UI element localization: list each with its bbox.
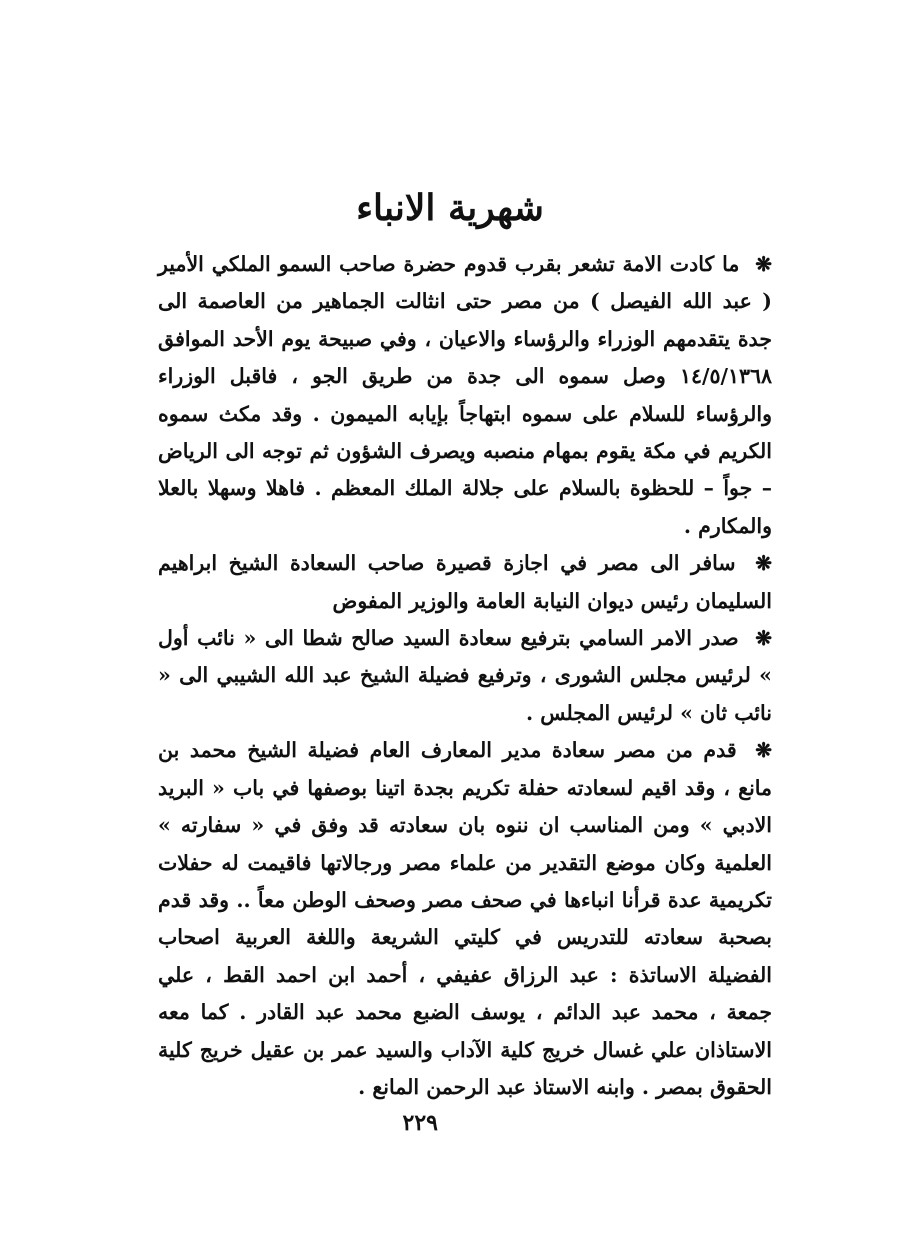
item-marker-icon: ❋	[755, 626, 772, 651]
news-item-text: سافر الى مصر في اجازة قصيرة صاحب السعادة الشيخ ابراهيم السليمان رئيس ديوان النيابة العامة والوزير المفوض	[158, 551, 772, 613]
news-body	[158, 246, 772, 1106]
news-item-text: ما كادت الامة تشعر بقرب قدوم حضرة صاحب السمو الملكي الأمير ( عبد الله الفيصل ) من مصر حتى انثالت الجماهير من العاصمة الى جدة يتقدمهم الوزراء والرؤساء والاعيان ، وفي صبيحة يوم الأحد الموافق ١٤/٥/١٣٦٨ وصل سموه الى جدة من طريق الجو ، فاقبل الوزراء والرؤساء للسلام على سموه ابتهاجاً بإيابه الميمون . وقد مكث سموه الكريم في مكة يقوم بمهام منصبه ويصرف الشؤون ثم توجه الى الرياض – جواً – للحظوة بالسلام على جلالة الملك المعظم . فاهلا وسهلا بالعلا والمكارم .	[158, 252, 772, 538]
item-marker-icon: ❋	[755, 252, 772, 276]
item-marker-icon: ❋	[755, 738, 772, 763]
page-number: ٢٢٩	[402, 1110, 438, 1136]
news-item	[158, 545, 772, 620]
news-item-text: صدر الامر السامي بترفيع سعادة السيد صالح شطا الى « نائب أول » لرئيس مجلس الشورى ، وترفيع فضيلة الشيخ عبد الله الشيبي الى « نائب ثان » لرئيس المجلس .	[158, 626, 772, 725]
page-number-row	[0, 1108, 900, 1138]
news-item	[158, 246, 772, 545]
item-marker-icon: ❋	[755, 551, 772, 576]
news-item-text: قدم من مصر سعادة مدير المعارف العام فضيلة الشيخ محمد بن مانع ، وقد اقيم لسعادته حفلة تكريم بجدة اتينا بوصفها في باب « البريد الادبي » ومن المناسب ان ننوه بان سعادته قد وفق في « سفارته » العلمية وكان موضع التقدير من علماء مصر ورجالاتها فاقيمت له حفلات تكريمية عدة قرأنا انباءها في صحف مصر وصحف الوطن معاً .. وقد قدم بصحبة سعادته للتدريس في كليتي الشريعة واللغة العربية اصحاب الفضيلة الاساتذة : عبد الرزاق عفيفي ، أحمد ابن احمد القط ، علي جمعة ، محمد عبد الدائم ، يوسف الضبع محمد عبد القادر . كما معه الاستاذان علي غسال خريج كلية الآداب والسيد عمر بن عقيل خريج كلية الحقوق بمصر . وابنه الاستاذ عبد الرحمن المانع .	[158, 738, 772, 1099]
news-item	[158, 620, 772, 732]
section-title: شهرية الانباء	[356, 187, 544, 229]
news-item	[158, 732, 772, 1106]
